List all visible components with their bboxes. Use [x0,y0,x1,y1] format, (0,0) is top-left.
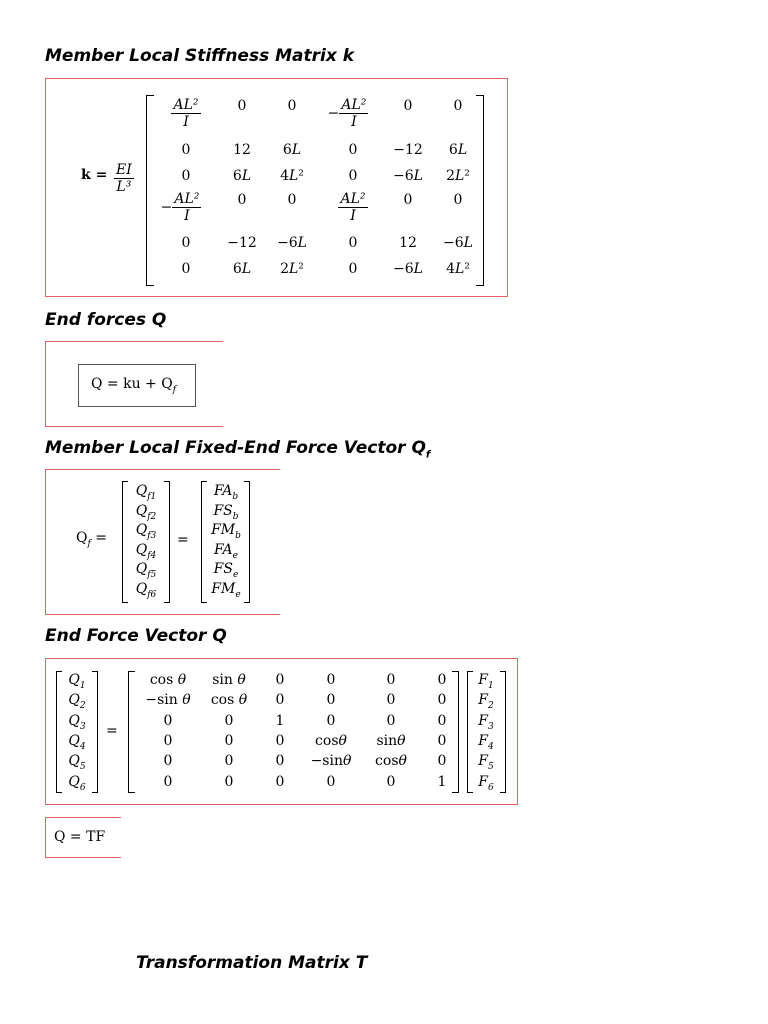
t-cell-r3-c1: 0 [163,712,173,729]
k-cell-r1-c4: − $\frac{\text{AL²}}{I}$ [327,97,367,130]
k-cell-r1-c6: 0 [453,98,463,114]
qf-left-cell-1: $Q_{f1}$ [135,483,157,502]
t-cell-r4-c3: 0 [275,732,285,749]
t-cell-r6-c1: 0 [163,773,173,790]
stiffness-matrix-equation [45,78,508,297]
k-cell-r4-c3: 0 [287,192,297,208]
t-cell-r1-c2: sin θ [212,672,246,688]
fixed-end-lhs-q: Q [76,530,88,546]
k-cell-r2-c5: −12 [393,142,423,158]
coef-numerator: EI [116,162,132,178]
t-cell-r6-c6: 1 [437,773,447,790]
t-cell-r5-c2: 0 [224,753,234,770]
qf-right-cell-5: $FS_e$ [213,561,239,580]
k-cell-r2-c4: 0 [348,142,358,158]
heading-end-force-vector: End Force Vector Q [45,626,227,646]
k-cell-r6-c4: 0 [348,261,358,277]
t-cell-r1-c4: 0 [326,672,336,688]
t-cell-r1-c3: 0 [275,672,285,688]
t-cell-r4-c1: 0 [163,732,173,749]
t-cell-r2-c1: −sin θ [145,692,191,709]
k-cell-r3-c3: 4L² [280,168,304,184]
t-cell-r5-c6: 0 [437,753,447,770]
t-cell-r3-c2: 0 [224,712,234,729]
k-cell-r3-c4: 0 [348,168,358,184]
t-cell-r4-c4: cosθ [315,732,347,749]
qf-right-cell-3: $FM_b$ [211,522,241,541]
f-vector-cell-2: $F_2$ [478,692,494,712]
k-cell-r2-c3: 6L [282,142,302,158]
heading-transformation-matrix: Transformation Matrix T [136,953,368,973]
fixed-end-equals: = [177,532,189,548]
k-cell-r5-c6: −6L [443,235,473,251]
heading-fixed-end-subscript: f [425,449,431,461]
t-cell-r4-c5: sinθ [376,732,406,749]
k-cell-r2-c2: 12 [233,142,251,158]
t-cell-r2-c3: 0 [275,692,285,709]
k-cell-r3-c1: 0 [181,168,191,184]
k-cell-r5-c3: −6L [277,235,307,251]
q-vector-cell-6: $Q_6$ [68,773,86,793]
k-cell-r6-c1: 0 [181,261,191,277]
coef-denominator: L³ [116,179,132,195]
t-cell-r1-c6: 0 [437,672,447,688]
qf-right-cell-2: $FS_b$ [213,502,239,522]
stiffness-lhs: k = [81,167,108,183]
qf-right-cell-4: $FA_e$ [214,541,238,561]
qf-right-cell-1: $FA_b$ [213,483,239,502]
qf-left-cell-4: $Q_{f4}$ [135,541,157,561]
k-cell-r5-c4: 0 [348,235,358,251]
k-cell-r3-c6: 2L² [446,168,470,184]
t-cell-r6-c3: 0 [275,773,285,790]
t-cell-r2-c4: 0 [326,692,336,709]
t-cell-r5-c4: −sinθ [310,753,352,770]
f-vector-cell-3: $F_3$ [478,712,494,732]
k-cell-r5-c1: 0 [181,235,191,251]
qf-right-cell-6: $FM_e$ [211,580,241,600]
k-cell-r3-c2: 6L [232,168,252,184]
fixed-end-force-equation [45,469,280,615]
qf-left-cell-2: $Q_{f2}$ [135,502,157,522]
f-vector-cell-4: $F_4$ [478,732,494,752]
q-tf-equation [45,817,121,858]
t-cell-r3-c4: 0 [326,712,336,729]
k-cell-r6-c6: 4L² [446,261,470,277]
end-forces-formula: Q = ku + Q [91,376,173,392]
end-force-vector-equation [45,658,518,805]
fixed-end-lhs: $Q_f$ = [76,530,108,549]
end-forces-subscript: f [172,384,177,395]
heading-fixed-end-force [45,438,430,460]
t-cell-r1-c1: cos θ [149,672,187,688]
end-forces-equation [45,341,223,427]
qf-left-cell-5: $Q_{f5}$ [135,561,157,580]
k-cell-r4-c1: − $\frac{\text{AL²}}{I}$ [160,191,200,224]
f-vector-cell-5: $F_5$ [478,753,494,772]
t-cell-r6-c2: 0 [224,773,234,790]
k-cell-r5-c2: −12 [227,235,257,251]
k-cell-r1-c3: 0 [287,98,297,114]
k-cell-r4-c5: 0 [403,192,413,208]
t-cell-r2-c6: 0 [437,692,447,709]
q-vector-cell-2: $Q_2$ [68,692,86,712]
t-cell-r4-c2: 0 [224,732,234,749]
k-cell-r6-c2: 6L [232,261,252,277]
stiffness-coefficient [114,162,134,195]
k-cell-r6-c3: 2L² [280,261,304,277]
q-vector-cell-5: $Q_5$ [68,753,86,772]
f-vector-cell-6: $F_6$ [478,773,494,793]
k-cell-r5-c5: 12 [399,235,417,251]
heading-stiffness-matrix: Member Local Stiffness Matrix k [45,46,355,66]
t-cell-r5-c5: cosθ [375,753,407,770]
t-cell-r3-c6: 0 [437,712,447,729]
t-cell-r6-c4: 0 [326,773,336,790]
qf-left-cell-3: $Q_{f3}$ [135,522,157,541]
t-matrix-open-bracket [128,671,135,793]
k-cell-r4-c6: 0 [453,192,463,208]
k-cell-r3-c5: −6L [393,168,423,184]
t-cell-r5-c3: 0 [275,753,285,770]
k-cell-r6-c5: −6L [393,261,423,277]
t-cell-r3-c3: 1 [275,712,285,729]
k-cell-r4-c4: $\frac{\text{AL²}}{I}$ [340,191,366,224]
t-cell-r1-c5: 0 [386,672,396,688]
heading-end-forces: End forces Q [45,310,167,330]
qf-left-cell-6: $Q_{f6}$ [135,580,157,600]
t-cell-r6-c5: 0 [386,773,396,790]
fixed-end-lhs-sub: f [87,538,91,549]
k-cell-r1-c2: 0 [237,98,247,114]
t-cell-r2-c5: 0 [386,692,396,709]
t-cell-r3-c5: 0 [386,712,396,729]
q-vector-cell-4: $Q_4$ [68,732,86,752]
f-vector-cell-1: $F_1$ [478,672,494,691]
q-vector-cell-1: $Q_1$ [68,672,86,691]
q-tf-formula: Q = TF [54,829,106,845]
k-cell-r1-c1: $\frac{\text{AL²}}{I}$ [173,97,199,130]
end-forces-framed-equation [78,364,196,407]
k-cell-r2-c6: 6L [448,142,468,158]
t-cell-r4-c6: 0 [437,732,447,749]
k-cell-r1-c5: 0 [403,98,413,114]
t-cell-r5-c1: 0 [163,753,173,770]
end-force-equals: = [106,723,118,739]
heading-fixed-end-text: Member Local Fixed-End Force Vector Q [45,438,426,458]
q-vector-cell-3: $Q_3$ [68,712,86,732]
k-cell-r2-c1: 0 [181,142,191,158]
t-cell-r2-c2: cos θ [210,692,248,709]
k-cell-r4-c2: 0 [237,192,247,208]
